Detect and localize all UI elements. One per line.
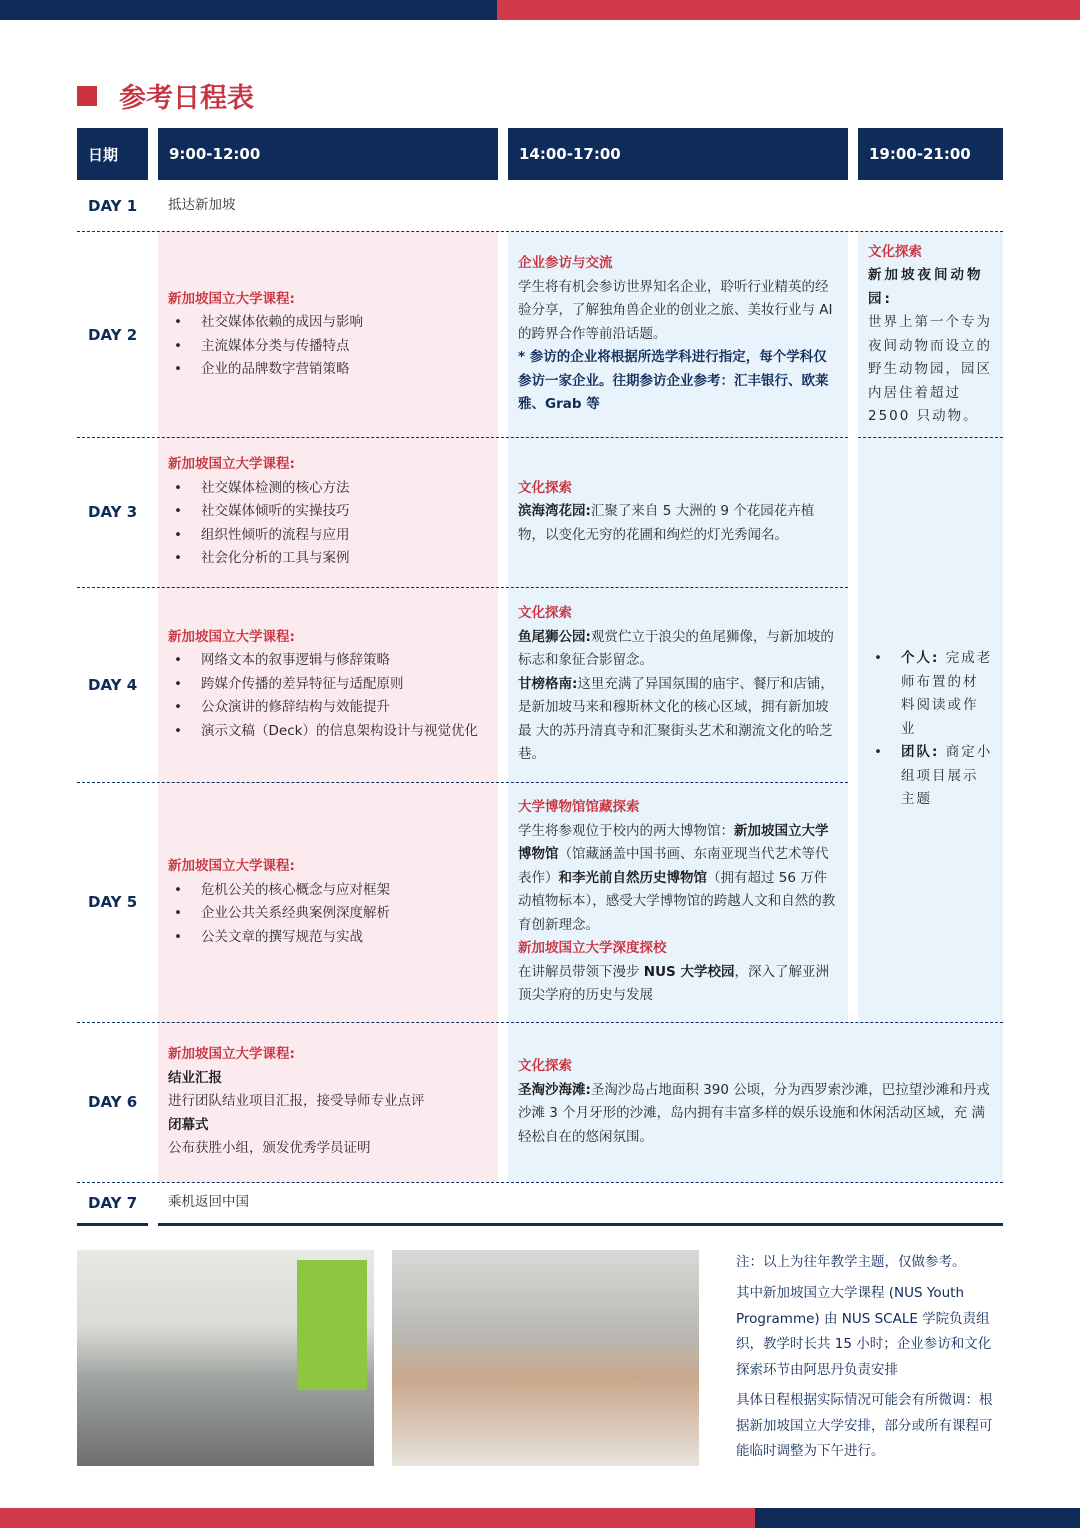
header-morning: 9:00-12:00	[158, 128, 498, 180]
activity-title: 文化探索	[518, 1058, 572, 1074]
header-evening: 19:00-21:00	[858, 128, 1003, 180]
students-photo	[392, 1250, 699, 1466]
course-title: 新加坡国立大学课程:	[168, 456, 295, 473]
activity-text: 学生将参观位于校内的两大博物馆：	[518, 822, 734, 839]
bottom-bar-navy	[755, 1508, 1080, 1528]
activity-title: 大学博物馆馆藏探索	[518, 799, 640, 816]
day-label: DAY 6	[88, 1093, 138, 1111]
title-text: 参考日程表	[119, 83, 254, 114]
list-item: • 社交媒体检测的核心方法	[168, 477, 488, 501]
day6-morning	[158, 1022, 498, 1182]
bullet-text: 商定小组项目展示主题	[901, 744, 993, 808]
activity-text: 学生将有机会参访世界知名企业，聆听行业精英的经验分享，了解独角兽企业的创业之旅、美妆行业与 AI 的跨界合作等前沿话题。	[518, 278, 833, 342]
place-name: 鱼尾狮公园:	[518, 628, 591, 645]
list-item: • 社交媒体依赖的成因与影响	[168, 311, 488, 335]
day7-text: 乘机返回中国	[168, 1194, 249, 1211]
note-1: 注：以上为往年教学主题，仅做参考。	[736, 1254, 966, 1270]
list-item: • 危机公关的核心概念与应对框架	[168, 879, 488, 903]
activity-text: 圣淘沙岛占地面积 390 公顷，分为西罗索沙滩，巴拉望沙滩和丹戎沙滩 3 个月牙形的沙滩，岛内拥有丰富多样的娱乐设施和休闲活动区域，充 满轻松自在的悠闲氛围。	[518, 1081, 990, 1145]
place-name: 和李光前自然历史博物馆	[558, 869, 707, 886]
header-date: 日期	[77, 128, 148, 180]
place-name: 圣淘沙海滩:	[518, 1081, 591, 1098]
day5-afternoon	[508, 782, 848, 1022]
day5-morning	[158, 782, 498, 1022]
day2-afternoon	[508, 232, 848, 437]
day-label: DAY 7	[88, 1194, 138, 1212]
day4-morning	[158, 587, 498, 782]
days345-evening	[858, 437, 1003, 1022]
bullet-label: 个人:	[901, 650, 940, 667]
course-title: 新加坡国立大学课程:	[168, 290, 295, 307]
activity-text: （拥有超过 56 万件动植物标本），感受大学博物馆的跨越人文和自然的教育创新理念。	[518, 869, 836, 933]
day-label: DAY 3	[88, 503, 138, 521]
activity-text: （馆藏涵盖中国书画、东南亚现当代艺术等代表作）	[518, 846, 829, 886]
activity-text: 这里充满了异国氛围的庙宇、餐厅和店铺， 是新加坡马来和穆斯林文化的核心区域，拥有新加坡最 大的苏丹清真寺和汇聚街头艺术和潮流文化的哈芝巷。	[518, 675, 834, 763]
day3-morning	[158, 437, 498, 587]
bottom-bar-red	[0, 1508, 755, 1528]
list-item: • 社会化分析的工具与案例	[168, 547, 488, 571]
activity-text: 在讲解员带领下漫步	[518, 963, 644, 980]
activity-title: 企业参访与交流	[518, 255, 613, 272]
page-title	[77, 76, 254, 115]
day6-afternoon-evening	[508, 1022, 1003, 1182]
day-label: DAY 1	[88, 197, 138, 215]
course-title: 新加坡国立大学课程:	[168, 858, 295, 874]
activity-text: 汇聚了来自 5 大洲的 9 个花园花卉植物，以变化无穷的花圃和绚烂的灯光秀闻名。	[518, 503, 815, 543]
list-item: • 网络文本的叙事逻辑与修辞策略	[168, 649, 488, 673]
place-name: 滨海湾花园:	[518, 503, 591, 520]
list-item: • 公关文章的撰写规范与实战	[168, 926, 488, 950]
activity-title: 文化探索	[518, 479, 572, 496]
bottom-rule	[158, 1223, 1003, 1226]
header-afternoon: 14:00-17:00	[508, 128, 848, 180]
day2-morning	[158, 232, 498, 437]
list-item: • 演示文稿（Deck）的信息架构设计与视觉优化	[168, 720, 488, 744]
section-text: 进行团队结业项目汇报，接受导师专业点评	[168, 1093, 425, 1110]
list-item: • 主流媒体分类与传播特点	[168, 335, 488, 359]
top-bar-red	[497, 0, 1080, 20]
activity-text: 世界上第一个专为夜间动物而设立的野生动物园，园区内居住着超过 2500 只动物。	[868, 314, 992, 424]
activity-text: 观赏伫立于浪尖的鱼尾狮像，与新加坡的 标志和象征合影留念。	[518, 628, 834, 669]
green-wall	[297, 1260, 367, 1390]
day-label: DAY 4	[88, 675, 138, 694]
place-name: 甘榜格南:	[518, 675, 578, 692]
activity-title: 文化探索	[518, 605, 572, 622]
section-title: 闭幕式	[168, 1116, 209, 1133]
list-item: • 公众演讲的修辞结构与效能提升	[168, 696, 488, 720]
place-name: 新加坡国立大学博物馆	[518, 822, 829, 863]
day1-text: 抵达新加坡	[168, 197, 236, 214]
activity-text: ，深入了解亚洲顶尖学府的历史与发展	[518, 963, 829, 1004]
course-title: 新加坡国立大学课程:	[168, 628, 295, 645]
day4-afternoon	[508, 587, 848, 782]
section-title: 结业汇报	[168, 1069, 222, 1086]
day-label: DAY 5	[88, 893, 138, 911]
list-item: • 企业公共关系经典案例深度解析	[168, 902, 488, 926]
course-title: 新加坡国立大学课程:	[168, 1046, 295, 1063]
place-name: 新加坡夜间动物园:	[868, 267, 984, 307]
square-bullet-icon	[77, 86, 97, 106]
list-item: • 组织性倾听的流程与应用	[168, 524, 488, 548]
list-item: • 企业的品牌数字营销策略	[168, 358, 488, 382]
day-label: DAY 2	[88, 325, 138, 344]
top-bar-navy	[0, 0, 497, 20]
activity-note: * 参访的企业将根据所选学科进行指定，每个学科仅参访一家企业。往期参访企业参考：汇丰银行、欧莱雅、Grab 等	[518, 349, 829, 413]
bullet-label: 团队:	[901, 744, 940, 761]
note-2: 其中新加坡国立大学课程 (NUS Youth Programme) 由 NUS SCALE 学院负责组织，教学时长共 15 小时；企业参访和文化探索环节由阿思丹负责安排	[736, 1285, 992, 1378]
bullet-text: 完成老师布置的材料阅读或作业	[901, 650, 993, 737]
place-name: NUS 大学校园	[643, 963, 735, 980]
activity-title: 新加坡国立大学深度探校	[518, 940, 667, 957]
classroom-photo	[77, 1250, 374, 1466]
list-item: • 跨媒介传播的差异特征与适配原则	[168, 673, 488, 697]
day3-afternoon	[508, 437, 848, 587]
note-3: 具体日程根据实际情况可能会有所微调：根据新加坡国立大学安排，部分或所有课程可能临时调整为下午进行。	[736, 1392, 993, 1459]
list-item: • 社交媒体倾听的实操技巧	[168, 500, 488, 524]
section-text: 公布获胜小组，颁发优秀学员证明	[168, 1140, 371, 1157]
activity-title: 文化探索	[868, 243, 922, 260]
day2-evening	[858, 232, 1003, 437]
